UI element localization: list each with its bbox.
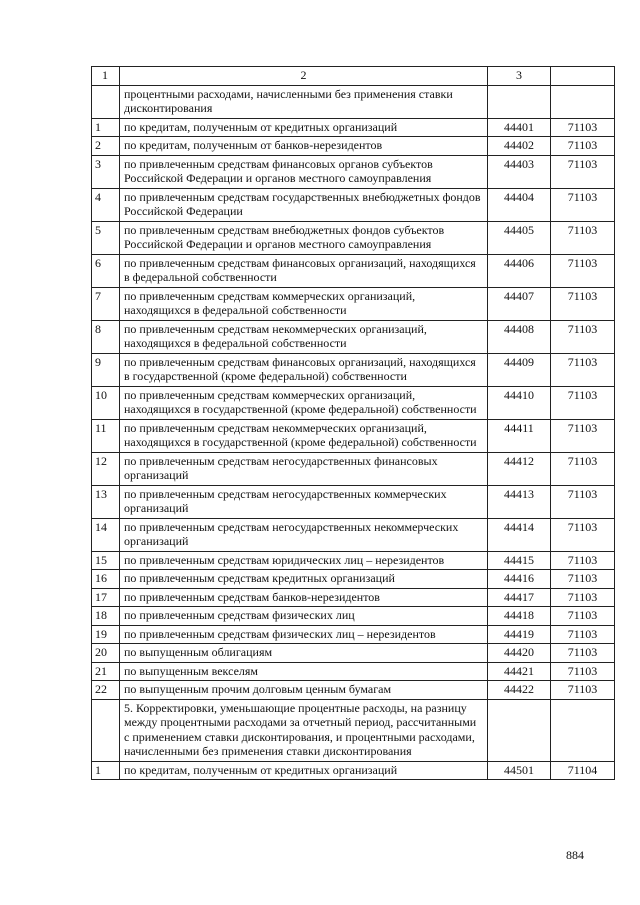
row-description: по выпущенным прочим долговым ценным бумагам: [120, 681, 488, 700]
row-code: 44405: [488, 221, 551, 254]
row-code: 44419: [488, 625, 551, 644]
row-account: 71103: [551, 551, 615, 570]
row-code: 44412: [488, 452, 551, 485]
row-description: по привлеченным средствам коммерческих организаций, находящихся в федеральной собственности: [120, 287, 488, 320]
row-code: 44404: [488, 188, 551, 221]
row-number: 8: [92, 320, 120, 353]
row-description: процентными расходами, начисленными без применения ставки дисконтирования: [120, 85, 488, 118]
row-account: 71103: [551, 662, 615, 681]
row-account: 71103: [551, 485, 615, 518]
row-number: [92, 699, 120, 761]
row-code: 44407: [488, 287, 551, 320]
table-row: [92, 320, 615, 353]
row-code: 44411: [488, 419, 551, 452]
row-description: по выпущенным облигациям: [120, 644, 488, 663]
row-code: 44417: [488, 588, 551, 607]
row-description: по выпущенным векселям: [120, 662, 488, 681]
row-number: 14: [92, 518, 120, 551]
row-account: 71103: [551, 221, 615, 254]
row-number: 19: [92, 625, 120, 644]
row-account: 71103: [551, 287, 615, 320]
row-account: 71103: [551, 644, 615, 663]
row-code: 44401: [488, 118, 551, 137]
row-number: 18: [92, 607, 120, 626]
row-description: по привлеченным средствам негосударственных финансовых организаций: [120, 452, 488, 485]
row-number: 16: [92, 570, 120, 589]
row-code: 44413: [488, 485, 551, 518]
row-account: 71103: [551, 681, 615, 700]
row-description: по привлеченным средствам внебюджетных фондов субъектов Российской Федерации и органов местного самоуправления: [120, 221, 488, 254]
row-description: по привлеченным средствам физических лиц: [120, 607, 488, 626]
header-col-2: 2: [120, 67, 488, 86]
row-account: [551, 699, 615, 761]
row-code: 44414: [488, 518, 551, 551]
table-row: [92, 155, 615, 188]
row-number: 11: [92, 419, 120, 452]
header-col-3: 3: [488, 67, 551, 86]
table-row: [92, 681, 615, 700]
row-account: 71103: [551, 353, 615, 386]
row-account: 71103: [551, 254, 615, 287]
row-description: по кредитам, полученным от банков-нерезидентов: [120, 137, 488, 156]
table-row: [92, 761, 615, 780]
table-row: [92, 221, 615, 254]
row-number: 6: [92, 254, 120, 287]
row-account: 71103: [551, 188, 615, 221]
header-row: [92, 67, 615, 86]
row-description: по привлеченным средствам государственных внебюджетных фондов Российской Федерации: [120, 188, 488, 221]
row-account: 71103: [551, 625, 615, 644]
accounts-table: [91, 66, 615, 780]
row-number: 1: [92, 761, 120, 780]
table-row: [92, 452, 615, 485]
table-row: [92, 607, 615, 626]
row-description: по привлеченным средствам некоммерческих организаций, находящихся в государственной (кроме федеральной) собственности: [120, 419, 488, 452]
row-number: 13: [92, 485, 120, 518]
row-description: по привлеченным средствам банков-нерезидентов: [120, 588, 488, 607]
row-account: 71103: [551, 419, 615, 452]
row-description: по кредитам, полученным от кредитных организаций: [120, 118, 488, 137]
row-number: 20: [92, 644, 120, 663]
row-description: по привлеченным средствам кредитных организаций: [120, 570, 488, 589]
row-account: 71103: [551, 386, 615, 419]
row-account: 71103: [551, 607, 615, 626]
row-account: [551, 85, 615, 118]
row-number: 21: [92, 662, 120, 681]
row-number: 5: [92, 221, 120, 254]
header-col-4: [551, 67, 615, 86]
row-account: 71103: [551, 118, 615, 137]
row-code: 44410: [488, 386, 551, 419]
row-number: [92, 85, 120, 118]
row-code: 44416: [488, 570, 551, 589]
table-row: [92, 118, 615, 137]
header-col-1: 1: [92, 67, 120, 86]
row-account: 71103: [551, 320, 615, 353]
row-description: по привлеченным средствам некоммерческих организаций, находящихся в федеральной собственности: [120, 320, 488, 353]
row-account: 71103: [551, 518, 615, 551]
table-row: [92, 662, 615, 681]
row-number: 1: [92, 118, 120, 137]
row-code: [488, 699, 551, 761]
table-row: [92, 485, 615, 518]
row-code: 44421: [488, 662, 551, 681]
row-description: по привлеченным средствам финансовых органов субъектов Российской Федерации и органов местного самоуправления: [120, 155, 488, 188]
table-row: [92, 570, 615, 589]
row-number: 17: [92, 588, 120, 607]
page-number: 884: [566, 848, 584, 862]
row-number: 3: [92, 155, 120, 188]
row-description: по привлеченным средствам негосударственных некоммерческих организаций: [120, 518, 488, 551]
table-row: [92, 287, 615, 320]
table-row: [92, 699, 615, 761]
row-description: по привлеченным средствам физических лиц – нерезидентов: [120, 625, 488, 644]
row-code: 44402: [488, 137, 551, 156]
row-code: 44422: [488, 681, 551, 700]
row-description: по привлеченным средствам финансовых организаций, находящихся в федеральной собственности: [120, 254, 488, 287]
table-row: [92, 551, 615, 570]
row-number: 9: [92, 353, 120, 386]
row-account: 71104: [551, 761, 615, 780]
row-code: 44418: [488, 607, 551, 626]
row-number: 2: [92, 137, 120, 156]
row-number: 10: [92, 386, 120, 419]
row-code: 44406: [488, 254, 551, 287]
table-row: [92, 137, 615, 156]
row-account: 71103: [551, 452, 615, 485]
row-code: 44501: [488, 761, 551, 780]
table-row: [92, 419, 615, 452]
row-description: по привлеченным средствам негосударственных коммерческих организаций: [120, 485, 488, 518]
row-number: 7: [92, 287, 120, 320]
row-code: 44415: [488, 551, 551, 570]
row-code: 44403: [488, 155, 551, 188]
table-row: [92, 188, 615, 221]
row-description: по кредитам, полученным от кредитных организаций: [120, 761, 488, 780]
table-row: [92, 254, 615, 287]
table-row: [92, 353, 615, 386]
row-code: [488, 85, 551, 118]
row-number: 15: [92, 551, 120, 570]
row-description: по привлеченным средствам коммерческих организаций, находящихся в государственной (кроме федеральной) собственности: [120, 386, 488, 419]
row-code: 44408: [488, 320, 551, 353]
row-number: 22: [92, 681, 120, 700]
table-row: [92, 588, 615, 607]
row-code: 44409: [488, 353, 551, 386]
table-row: [92, 518, 615, 551]
table-row: [92, 85, 615, 118]
row-number: 12: [92, 452, 120, 485]
table-row: [92, 625, 615, 644]
row-description: 5. Корректировки, уменьшающие процентные расходы, на разницу между процентными расходами за отчетный период, рассчитанными с применением ставки дисконтирования, и процентными расходами, начисленными без применения ставки дисконтирования: [120, 699, 488, 761]
table-row: [92, 386, 615, 419]
row-code: 44420: [488, 644, 551, 663]
row-description: по привлеченным средствам юридических лиц – нерезидентов: [120, 551, 488, 570]
row-description: по привлеченным средствам финансовых организаций, находящихся в государственной (кроме федеральной) собственности: [120, 353, 488, 386]
row-account: 71103: [551, 570, 615, 589]
row-number: 4: [92, 188, 120, 221]
row-account: 71103: [551, 155, 615, 188]
table-row: [92, 644, 615, 663]
row-account: 71103: [551, 137, 615, 156]
row-account: 71103: [551, 588, 615, 607]
